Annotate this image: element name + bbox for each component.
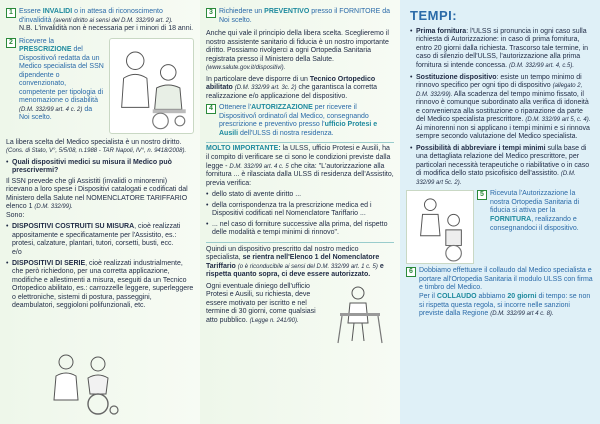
denial-paragraph xyxy=(206,283,324,344)
shorten-note: (D.M. 332/99 art 5c. 2). xyxy=(416,171,576,186)
step-6-b: Per il xyxy=(419,293,435,301)
denial-text: Ogni eventuale diniego dell'ufficio Protesi e Ausili, su richiesta, deve essere motivato per iscritto e nel termine di 30 giorni, come qualsiasi atto pubblico. xyxy=(206,282,316,324)
doctor-patient-illustration xyxy=(109,38,195,134)
devices-list xyxy=(6,159,194,176)
device-types-list xyxy=(6,223,194,310)
step-number: 3 xyxy=(206,8,216,18)
step-6-text xyxy=(419,267,594,318)
important-note: D.M. 332/99 art. 4 c. 5 xyxy=(229,163,289,170)
step-3-text xyxy=(219,8,394,25)
free-choice-text: La libera scelta del Medico specialista è un nostro diritto. xyxy=(6,138,182,146)
verify-text: dello stato di avente diritto ... xyxy=(212,191,302,199)
step-4-a: Ottenere l' xyxy=(219,104,252,112)
replacement-text-2: Alla scadenza del tempo minimo fissato, il rinnovo è comunque subordinato alla verifica di idoneità e convenienza alla sostituzione o riparazione da parte del Medico specialista prescrittore. xyxy=(416,90,589,124)
technician-paragraph xyxy=(206,76,394,102)
important-label: MOLTO IMPORTANTE: xyxy=(206,145,281,153)
ministry-url: (www.salute.gov.it/dispositivi). xyxy=(206,65,286,72)
fitting-illustration xyxy=(406,190,474,264)
step-6-note: (D.M. 332/99 art 4 c. 8). xyxy=(490,311,554,318)
step-6-c: abbiamo xyxy=(478,293,506,301)
custom-device-strong: DISPOSITIVI COSTRUITI SU MISURA xyxy=(12,223,135,231)
verify-item xyxy=(206,221,394,238)
step-5-a: Ricevuta l'Autorizzazione la nostra Ortopedia Sanitaria di fiducia si attiva per la xyxy=(490,190,580,215)
step-number: 6 xyxy=(406,267,416,277)
step-6-strong: COLLAUDO xyxy=(436,293,477,301)
serial-device-text: , cioè realizzati industrialmente, che però richiedono, per una corretta applicazione, modifiche e allestimenti a misura, eseguiti da un Tecnico Ortopedico abilitato, es.: carrozzelle leggere, superleggere o elettroniche, sistemi di postura, passeggini, deambulatori, seggioloni polifunzionali, etc. xyxy=(12,259,194,310)
first-supply-strong: Prima fornitura xyxy=(416,27,467,35)
technician-strong: Tecnico Ortopedico abilitato xyxy=(206,75,376,92)
step-5-rest: , realizzando e consegnandoci il dispositivo. xyxy=(490,216,579,232)
custom-device-text: , cioè realizzati appositamente e specificatamente per l'Assistito, es.: protesi, calzature, plantari, tutori, corsetti, busti, ecc. xyxy=(12,223,181,248)
authorization-paragraph xyxy=(206,246,394,280)
step-4-rest: per ricevere il Dispositivo/i ordinato/i dal Medico, consegnando prescrizione e preventivo presso l' xyxy=(219,104,369,129)
step-3-strong: PREVENTIVO xyxy=(264,8,310,15)
and-or-text: e/o xyxy=(12,248,22,256)
auth-strong: se rientra nell'Elenco 1 del Nomenclatore Tariffario xyxy=(206,254,380,270)
step-4 xyxy=(206,104,394,138)
free-choice-note: (Cons. di Stato, V°, 5/5/08, n.1988 - TAR Napoli, IV°, n. 9418/2008). xyxy=(6,148,187,155)
important-text: la ULSS, ufficio Protesi e Ausili, ha il compito di verificare se ci sono le condizioni previste dalla legge - xyxy=(206,145,391,170)
step-2-a: Ricevere la xyxy=(19,37,55,45)
question-item xyxy=(6,159,194,176)
shorten-strong: Possibilità di abbreviare i tempi minimi xyxy=(416,144,546,152)
step-5 xyxy=(406,190,594,264)
step-1-rest: o in attesa di riconoscimento d'invalidità xyxy=(19,8,163,24)
verify-item xyxy=(206,202,394,219)
step-2-text xyxy=(19,38,105,123)
first-supply-text: : l'ULSS si pronuncia in ogni caso sulla richiesta di Autorizzazione: in caso di prima fornitura, entro 20 giorni dalla richiesta. Trascorso tale termine, in caso di silenzio dell'ULSS, l'autorizzazione alla prima fornitura si intende concessa. xyxy=(416,27,588,69)
device-type-serial xyxy=(6,260,194,311)
verify-item xyxy=(206,191,394,200)
column-2 xyxy=(200,0,400,424)
free-choice-paragraph xyxy=(6,139,194,156)
replacement-strong: Sostituzione dispositivo xyxy=(416,73,497,81)
verify-text: della corrispondenza tra la prescrizione medica ed i Dispositivi codificati nel Nomenclatore Tariffario ... xyxy=(212,201,372,218)
tempi-first-supply xyxy=(410,28,594,71)
step-5-strong: FORNITURA xyxy=(490,216,532,224)
step-2 xyxy=(6,38,194,134)
step-2-strong: PRESCRIZIONE xyxy=(19,46,72,54)
denial-note: (Legge n. 241/90). xyxy=(249,318,299,324)
step-1-nb: N.B. L'invalidità non è necessaria per i minori di 18 anni. xyxy=(19,25,194,33)
device-type-custom xyxy=(6,223,194,257)
question-text: Quali dispositivi medici su misura il Medico può prescrivermi? xyxy=(12,158,172,175)
step-4-strong2: ufficio Protesi e Ausili xyxy=(219,121,378,137)
step-6-a: Dobbiamo effettuare il collaudo dal Medico specialista e portare all'Ortopedia Sanitaria il modulo ULSS con firma e timbro del Medico. xyxy=(419,267,593,292)
tempi-replacement xyxy=(410,74,594,142)
tempi-shorten xyxy=(410,145,594,188)
shorten-text: sulla base di una dettagliata relazione del Medico prescrittore, per particolari necessità terapeutiche o riabilitative o in caso di modifica dello stato psicofisico dell'assistito. xyxy=(416,144,590,178)
first-supply-note: (D.M. 332/99 art. 4, c.5). xyxy=(509,62,575,69)
wheelchair-illustration xyxy=(44,348,122,418)
step-2-tail: da Noi scelto. xyxy=(19,105,93,122)
step-6-strong2: 20 giorni xyxy=(507,293,537,301)
step-3 xyxy=(206,8,394,25)
step-3-rest: presso il FORNITORE da Noi scelto. xyxy=(219,8,391,24)
step-1-note: (aventi diritto ai sensi del D.M. 332/99 art. 2). xyxy=(53,17,173,24)
important-box xyxy=(206,142,394,242)
technician-a: In particolare deve disporre di un xyxy=(206,75,308,83)
tempi-list xyxy=(410,28,594,188)
section-title-tempi: TEMPI: xyxy=(410,8,458,23)
step-6 xyxy=(406,267,594,318)
step-number: 4 xyxy=(206,104,216,114)
technician-b: che garantisca la corretta realizzazione e/o applicazione del dispositivo. xyxy=(206,84,378,100)
step-3-a: Richiedere un xyxy=(219,8,263,15)
step-number: 2 xyxy=(6,38,16,48)
step-4-strong: AUTORIZZAZIONE xyxy=(251,104,313,112)
ssn-note: (D.M. 332/99). xyxy=(34,204,73,211)
step-2-rest: del Dispositivo/i redatta da un Medico specialista del SSN dipendente o convenzionato, competente per tipologia di menomazione o disabilità xyxy=(19,46,104,105)
free-choice-supplier xyxy=(206,30,394,73)
replacement-text: : esiste un tempo minimo di rinnovo specifico per ogni tipo di dispositivo xyxy=(416,73,582,90)
technician-note: (D.M. 332/99 art. 3c. 2) xyxy=(234,85,297,92)
important-text-2: che cita: "L'autorizzazione alla fornitura ... è rilasciata dalla ULSS di residenza dell'Assistito, previa verifica: xyxy=(206,162,394,187)
step-5-text xyxy=(490,190,594,233)
step-number: 5 xyxy=(477,190,487,200)
ssn-paragraph xyxy=(6,178,194,221)
walker-illustration xyxy=(328,283,394,347)
replacement-note: (allegato 2, D.M. 332/99). xyxy=(416,83,583,98)
step-6-d: di tempo: se non si rispetta questa regola, si incorre nelle sanzioni previste dalla Regione xyxy=(419,293,591,318)
replacement-note-2: (D.M. 332/99 art 5, c. 4). xyxy=(525,117,591,124)
serial-device-strong: DISPOSITIVI DI SERIE xyxy=(12,259,86,267)
sono-label: Sono: xyxy=(6,211,25,219)
replacement-text-3: Ai minorenni non si applicano i tempi minimi e si rinnova sempre secondo valutazione del Medico specialista. xyxy=(416,124,590,141)
step-1-text xyxy=(19,8,194,34)
important-paragraph xyxy=(206,145,394,188)
step-1-lead: Essere xyxy=(19,8,41,15)
step-1-strong: INVALIDI xyxy=(42,8,73,15)
column-3 xyxy=(400,0,600,424)
auth-a: Quindi un dispositivo prescritto dal nostro medico specialista, xyxy=(206,245,359,262)
step-2-note: (D.M. 332/99 art. 4 c. 2) xyxy=(19,106,83,113)
auth-note: (o è riconducibile ai sensi del D.M. 332/99 art. 1 c. 5) xyxy=(237,263,378,270)
step-4-tail: dell'ULSS di nostra residenza. xyxy=(240,129,334,137)
denial-block xyxy=(206,283,394,347)
ssn-text: Il SSN prevede che gli Assistiti (invalidi o minorenni) ricevano a loro spese i Dispositivi catalogati e codificati dal Ministero della Salute nel NOMENCLATORE TARIFFARIO elenco 1 xyxy=(6,177,188,211)
step-number: 1 xyxy=(6,8,16,18)
auth-strong-2: e rispetta quanto sopra, ci deve essere autorizzato. xyxy=(206,262,384,279)
verify-text: ... nel caso di forniture successive alla prima, del rispetto delle modalità e tempi minimi di rinnovo". xyxy=(212,220,388,237)
step-1 xyxy=(6,8,194,34)
supplier-text: Anche qui vale il principio della libera scelta. Sceglieremo il nostro assistente sanitario di fiducia è un nostro importante diritto. Possiamo rivolgerci a ogni Ortopedia Sanitaria registrata presso il Ministero della Salute. xyxy=(206,30,389,63)
column-1 xyxy=(0,0,200,424)
step-4-text xyxy=(219,104,394,138)
verify-list xyxy=(206,191,394,238)
